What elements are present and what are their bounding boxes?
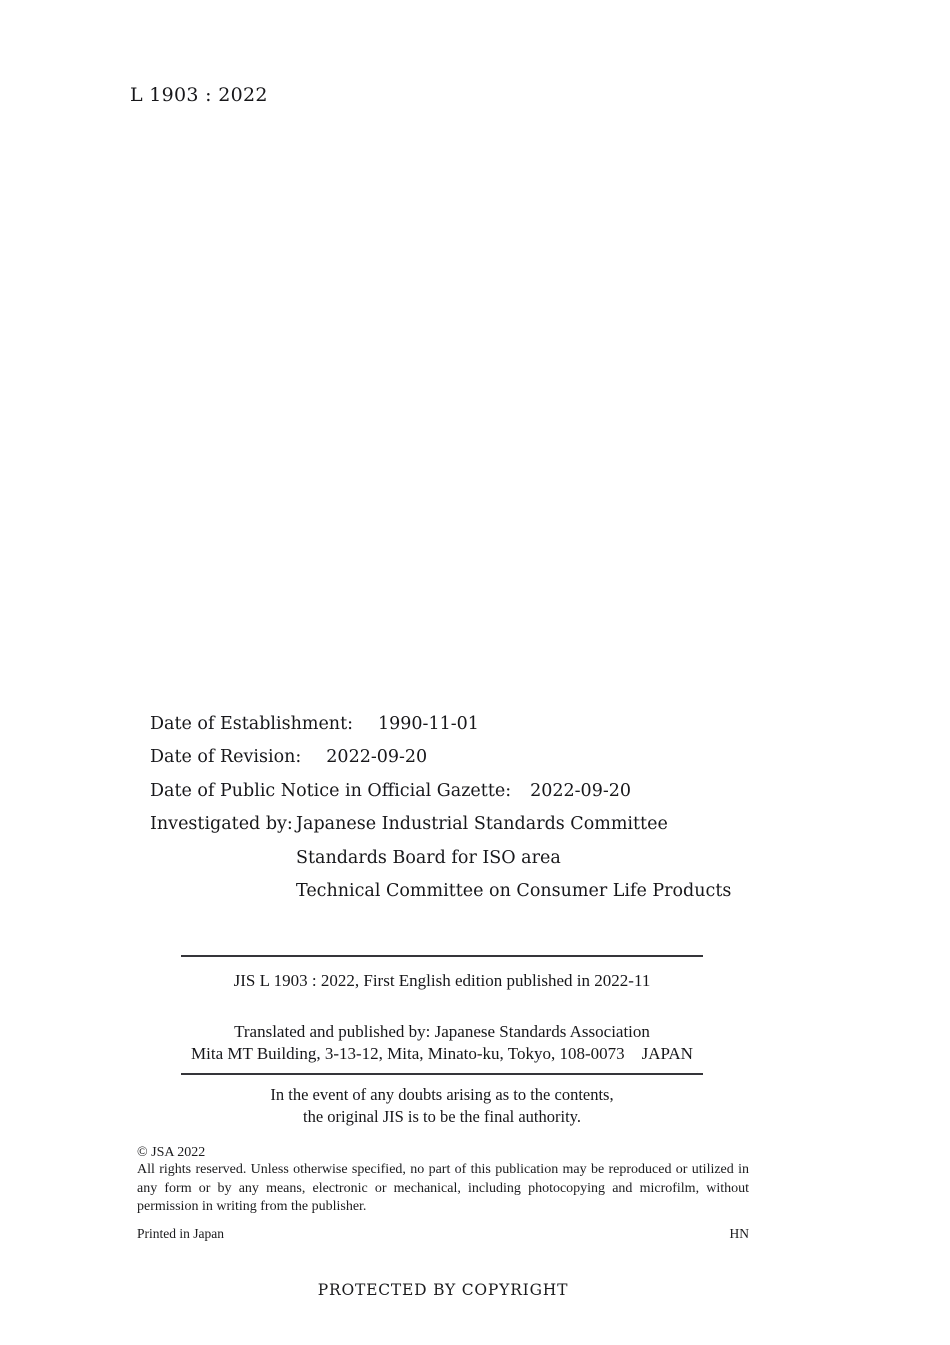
disclaimer-line-2: the original JIS is to be the final authority. (302, 1106, 581, 1126)
investigated-body-1: Japanese Industrial Standards Committee (296, 814, 668, 835)
gazette-date: 2022-09-20 (530, 780, 632, 801)
copyright-notice: © JSA 2022 (137, 1145, 206, 1160)
investigated-label: Investigated by: (150, 814, 293, 835)
edition-statement: JIS L 1903 : 2022, First English edition published in 2022-11 (233, 971, 651, 990)
investigated-row (150, 808, 731, 908)
establishment-date: 1990-11-01 (378, 714, 479, 734)
establishment-label: Date of Establishment: (150, 714, 354, 734)
investigated-body-3: Technical Committee on Consumer Life Products (296, 881, 732, 902)
revision-row (150, 741, 731, 774)
revision-label: Date of Revision: (150, 747, 302, 768)
gazette-label: Date of Public Notice in Official Gazette: (150, 780, 512, 801)
edition-block (181, 955, 703, 1127)
disclaimer-line-1: In the event of any doubts arising as to the contents, (270, 1085, 614, 1104)
rights-reserved-text: All rights reserved. Unless otherwise specified, no part of this publication may be reproduced or utilized in any form or by any means, electronic or mechanical, including photocopying and microfilm, without permission in writing from the publisher. (137, 1162, 749, 1215)
protection-notice: PROTECTED BY COPYRIGHT (317, 1281, 569, 1299)
investigated-body-2: Standards Board for ISO area (296, 847, 561, 868)
authority-disclaimer (181, 1084, 703, 1127)
standard-code: L 1903 : 2022 (130, 84, 268, 106)
printed-in-label: Printed in Japan (137, 1225, 224, 1241)
copyright-block (137, 1144, 749, 1242)
print-code: HN (729, 1225, 749, 1241)
publisher-address: Mita MT Building, 3-13-12, Mita, Minato-ku, Tokyo, 108-0073 JAPAN (191, 1044, 693, 1063)
revision-date: 2022-09-20 (326, 747, 428, 768)
investigated-bodies (296, 808, 731, 908)
publisher-statement: Translated and published by: Japanese Standards Association (234, 1022, 650, 1041)
publication-info (150, 708, 731, 908)
divider-bottom (181, 1073, 703, 1075)
gazette-row (150, 775, 731, 808)
establishment-row (150, 708, 731, 741)
divider-top (181, 955, 703, 957)
printed-row (137, 1226, 749, 1242)
